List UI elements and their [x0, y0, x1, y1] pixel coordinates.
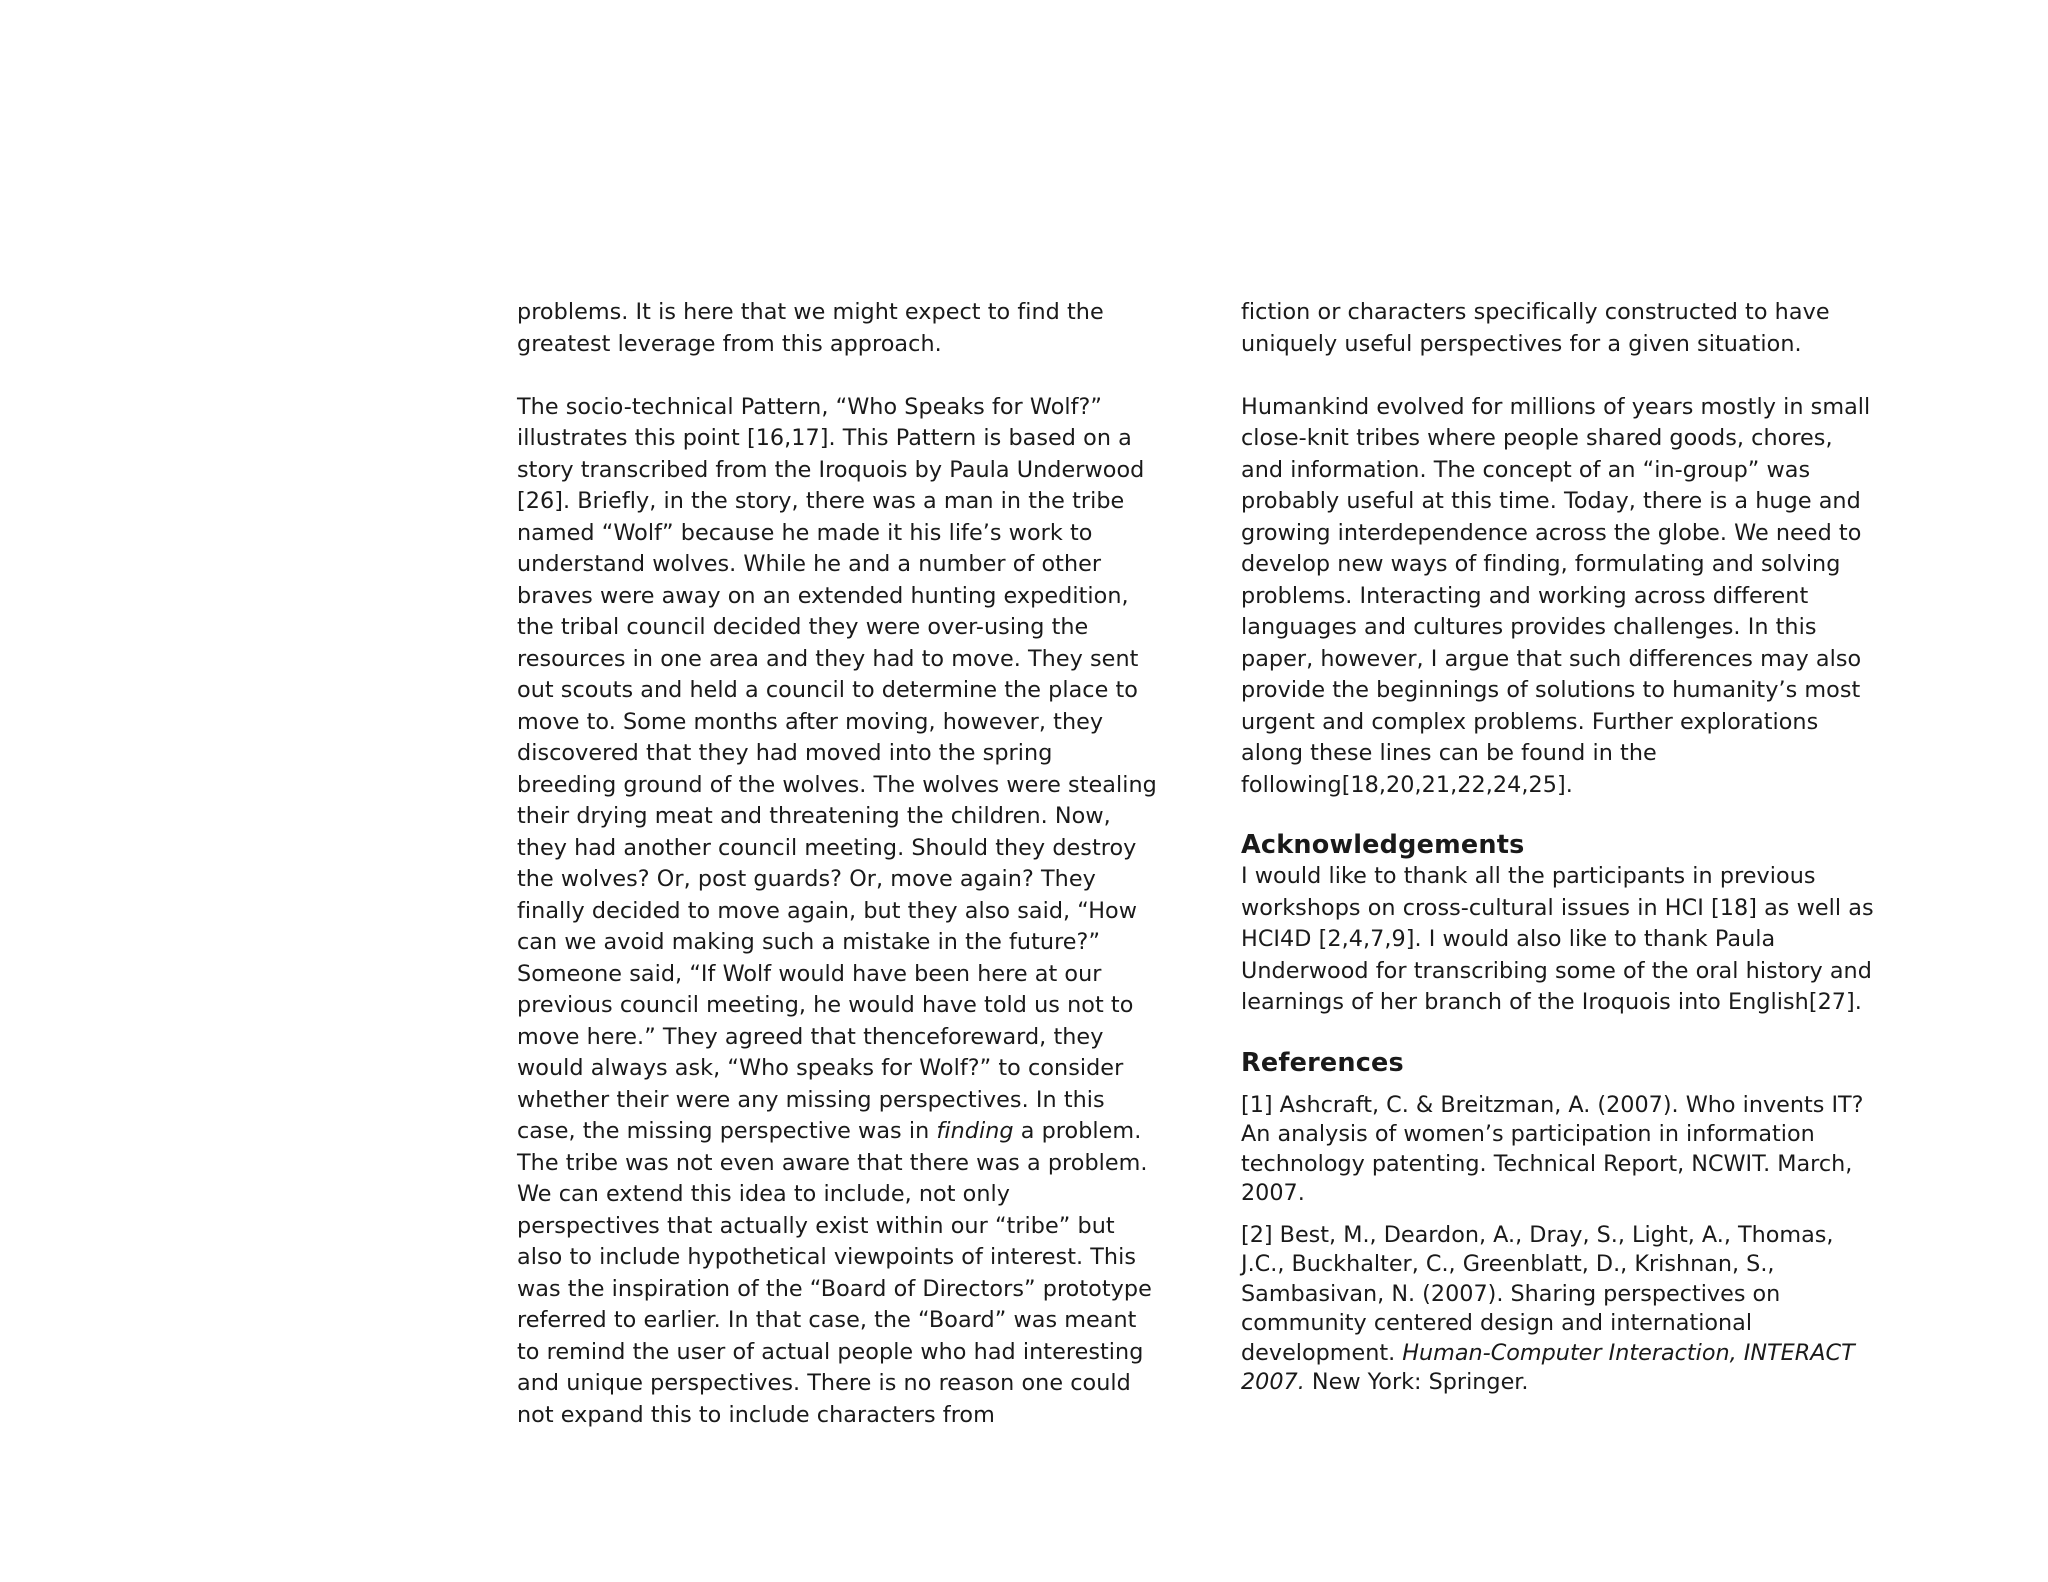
reference-2-venue: Human-Computer Interaction, INTERACT 2007.: [1241, 1339, 1855, 1395]
reference-item-1: [1] Ashcraft, C. & Breitzman, A. (2007). Who invents IT? An analysis of women’s participation in information technology patenting. Technical Report, NCWIT. March, 2007.: [1241, 1091, 1864, 1206]
right-paragraph-1: fiction or characters specifically constructed to have uniquely useful perspectives for a given situation.: [1241, 299, 1830, 357]
italic-finding: finding: [936, 1118, 1014, 1144]
acknowledgements-heading: Acknowledgements: [1241, 830, 1525, 860]
left-paragraph-1: problems. It is here that we might expect to find the greatest leverage from this approach.: [517, 299, 1104, 357]
left-paragraph-2: [517, 392, 1157, 1432]
wolf-story-text: The socio-technical Pattern, “Who Speaks for Wolf?” illustrates this point [16,17]. This Pattern is based on a story transcribed from the Iroquois by Paula Underwood [26]. Briefly, in the story, there was a man in the tribe named “Wolf” because he made it his life’s work to understand wolves. While he and a number of other braves were away on an extended hunting expedition, the tribal council decided they were over-using the resources in one area and they had to move. They sent out scouts and held a council to determine the place to move to. Some months after moving, however, they discovered that they had moved into the spring breeding ground of the wolves. The wolves were stealing their drying meat and threatening the children. Now, they had another council meeting. Should they destroy the wolves? Or, post guards? Or, move again? They finally decided to move again, but they also said, “How can we avoid making such a mistake in the future?” Someone said, “If Wolf would have been here at our previous council meeting, he would have told us not to move here.” They agreed that thenceforeward, they would always ask, “Who speaks for Wolf?” to consider whether their were any missing perspectives. In this case, the missing perspective was in: [517, 393, 1157, 1144]
wolf-story-text-continued: a problem. The tribe was not even aware that there was a problem. We can extend this idea to include, not only perspectives that actually exist within our “tribe” but also to include hypothetical viewpoints of interest. This was the inspiration of the “Board of Directors” prototype referred to earlier. In that case, the “Board” was meant to remind the user of actual people who had interesting and unique perspectives. There is no reason one could not expand this to include characters from: [517, 1118, 1152, 1428]
references-heading: References: [1241, 1047, 1404, 1078]
reference-item-2: [1241, 1221, 1881, 1398]
acknowledgements-text: I would like to thank all the participants in previous workshops on cross-cultural issues in HCI [18] as well as HCI4D [2,4,7,9]. I would also like to thank Paula Underwood for transcribing some of the oral history and learnings of her branch of the Iroquois into English[27].: [1241, 863, 1874, 1015]
left-column: [517, 297, 1157, 1431]
right-column: [1241, 297, 1881, 1398]
reference-2-publisher: New York: Springer.: [1304, 1369, 1529, 1395]
right-paragraph-2: Humankind evolved for millions of years mostly in small close-knit tribes where people shared goods, chores, and information. The concept of an “in-group” was probably useful at this time. Today, there is a huge and growing interdependence across the globe. We need to develop new ways of finding, formulating and solving problems. Interacting and working across different languages and cultures provides challenges. In this paper, however, I argue that such differences may also provide the beginnings of solutions to humanity’s most urgent and complex problems. Further explorations along these lines can be found in the following[18,20,21,22,24,25].: [1241, 393, 1871, 798]
reference-2-authors: [2] Best, M., Deardon, A., Dray, S., Light, A., Thomas, J.C., Buckhalter, C., Greenblatt, D., Krishnan, S., Sambasivan, N. (2007). Sharing perspectives on community centered design and international development.: [1241, 1221, 1834, 1366]
